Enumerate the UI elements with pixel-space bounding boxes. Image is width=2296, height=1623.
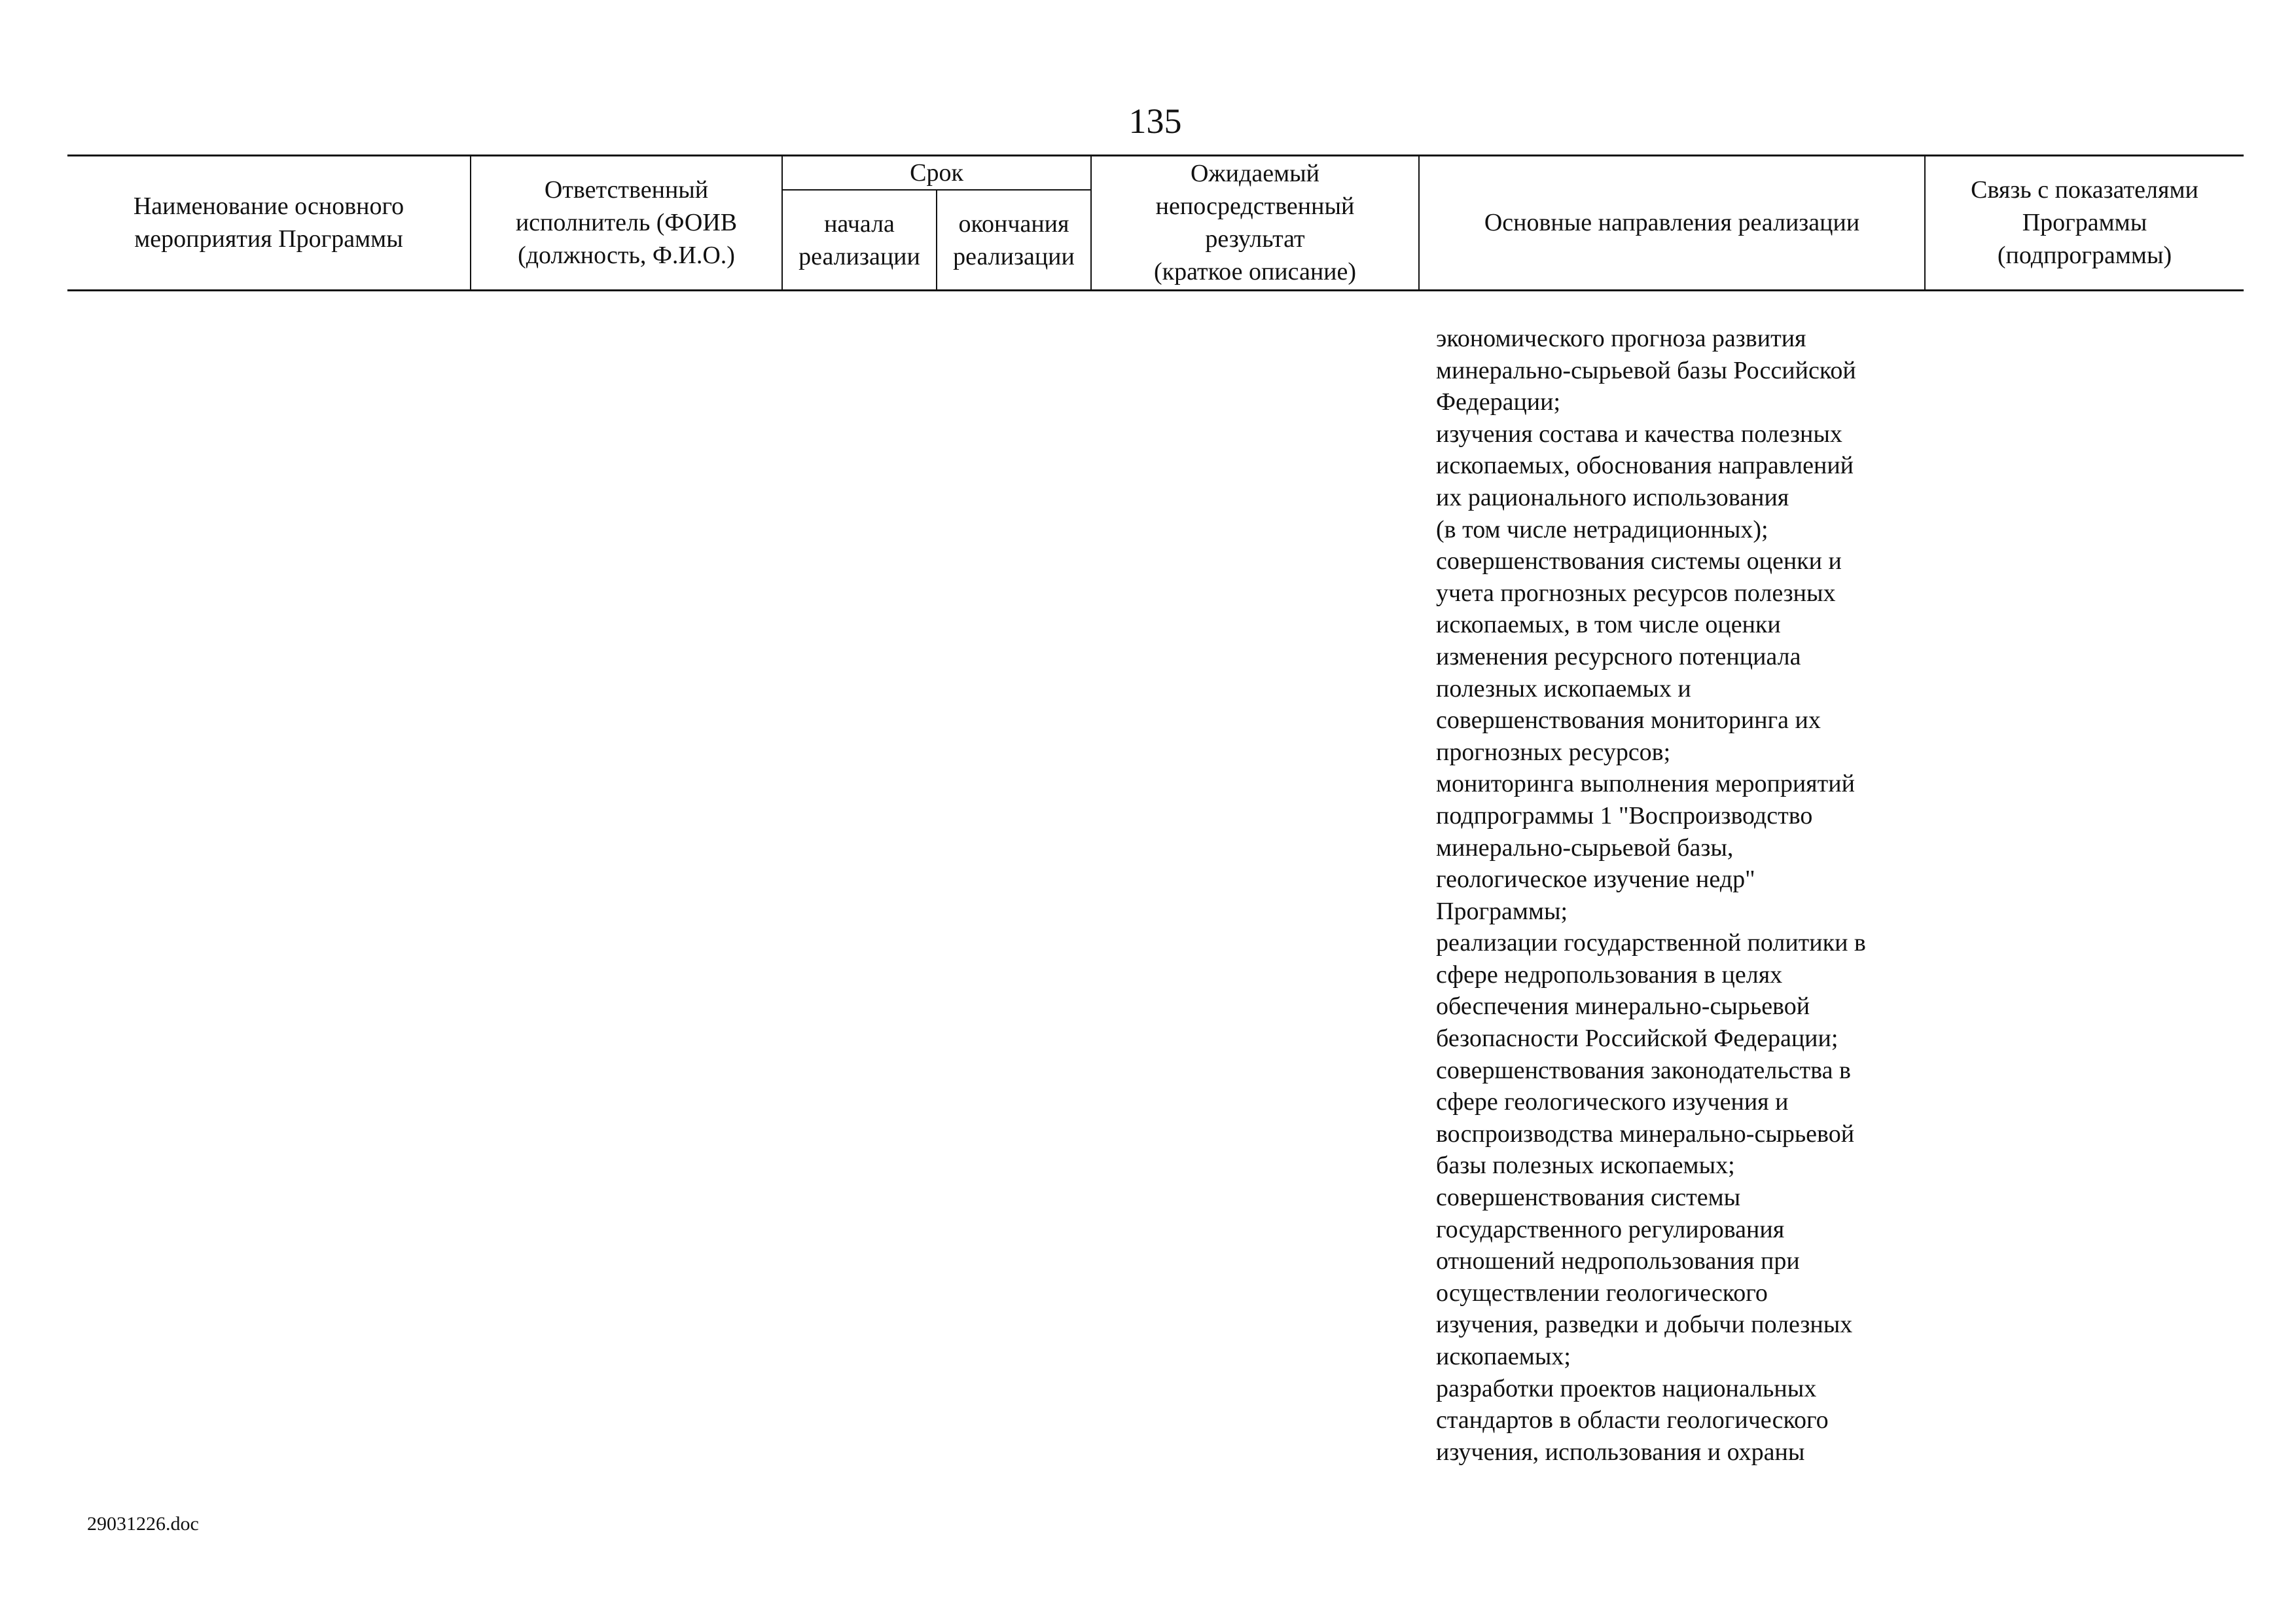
header-text-line: Срок [910, 158, 963, 187]
direction-text-line: экономического прогноза развития [1436, 325, 1806, 352]
header-text-line: Ожидаемый [1190, 160, 1319, 187]
header-responsible-executor [471, 156, 781, 289]
header-text-line: начала [824, 210, 895, 238]
direction-text-line: совершенствования системы оценки и [1436, 547, 1842, 575]
header-srok [783, 156, 1090, 189]
direction-text-line: отношений недропользования при [1436, 1247, 1800, 1275]
header-indicator-link [1926, 156, 2244, 289]
header-text-line: Основные направления реализации [1484, 209, 1860, 236]
header-main-directions [1420, 156, 1924, 289]
direction-text-line: мониторинга выполнения мероприятий [1436, 770, 1855, 798]
header-text-line: реализации [953, 242, 1075, 270]
page-number: 135 [1128, 101, 1182, 141]
direction-text-line: воспроизводства минерально-сырьевой [1436, 1120, 1855, 1148]
direction-text-line: государственного регулирования [1436, 1215, 1785, 1243]
direction-text-line: осуществлении геологического [1436, 1279, 1768, 1307]
header-text-line: мероприятия Программы [134, 225, 403, 253]
header-text-line: Связь с показателями [1971, 176, 2198, 204]
header-text-line: окончания [958, 210, 1069, 238]
direction-text-line: ископаемых, в том числе оценки [1436, 611, 1781, 639]
direction-text-line: полезных ископаемых и [1436, 674, 1691, 702]
direction-text-line: изучения состава и качества полезных [1436, 420, 1842, 448]
direction-text-line: сфере недропользования в целях [1436, 960, 1783, 989]
main-directions-text [1436, 323, 1920, 1468]
direction-text-line: Федерации; [1436, 388, 1561, 416]
direction-text-line: совершенствования мониторинга их [1436, 706, 1821, 735]
direction-text-line: учета прогнозных ресурсов полезных [1436, 579, 1836, 607]
direction-text-line: Программы; [1436, 897, 1568, 925]
header-text-line: Наименование основного [133, 192, 404, 220]
direction-text-line: изучения, разведки и добычи полезных [1436, 1311, 1853, 1339]
direction-text-line: ископаемых, обоснования направлений [1436, 452, 1854, 480]
header-text-line: (краткое описание) [1153, 258, 1357, 285]
direction-text-line: подпрограммы 1 "Воспроизводство [1436, 801, 1813, 830]
direction-text-line: минерально-сырьевой базы, [1436, 833, 1734, 862]
direction-text-line: обеспечения минерально-сырьевой [1436, 993, 1810, 1021]
direction-text-line: разработки проектов национальных [1436, 1374, 1817, 1402]
direction-text-line: изучения, использования и охраны [1436, 1438, 1805, 1466]
header-text-line: Программы [2022, 209, 2147, 236]
direction-text-line: геологическое изучение недр" [1436, 866, 1755, 894]
header-end [937, 191, 1090, 289]
direction-text-line: ископаемых; [1436, 1343, 1571, 1370]
header-text-line: Ответственный [544, 176, 709, 204]
table-header-bottom-rule [67, 289, 2244, 291]
header-text-line: (подпрограммы) [1997, 242, 2172, 269]
header-text-line: (должность, Ф.И.О.) [518, 242, 735, 269]
direction-text-line: изменения ресурсного потенциала [1436, 642, 1801, 670]
direction-text-line: совершенствования системы [1436, 1184, 1741, 1212]
header-text-line: реализации [798, 242, 920, 270]
direction-text-line: безопасности Российской Федерации; [1436, 1025, 1839, 1053]
direction-text-line: (в том числе нетрадиционных); [1436, 515, 1768, 543]
direction-text-line: прогнозных ресурсов; [1436, 738, 1671, 766]
direction-text-line: совершенствования законодательства в [1436, 1056, 1851, 1084]
header-text-line: непосредственный [1155, 192, 1355, 220]
header-expected-result [1092, 156, 1418, 289]
direction-text-line: базы полезных ископаемых; [1436, 1152, 1735, 1180]
direction-text-line: минерально-сырьевой базы Российской [1436, 356, 1856, 384]
direction-text-line: реализации государственной политики в [1436, 929, 1866, 957]
header-text-line: исполнитель (ФОИВ [515, 209, 738, 236]
header-activity-name [67, 156, 470, 289]
direction-text-line: стандартов в области геологического [1436, 1406, 1829, 1434]
direction-text-line: их рационального использования [1436, 483, 1789, 511]
direction-text-line: сфере геологического изучения и [1436, 1088, 1789, 1116]
footer-filename: 29031226.doc [87, 1513, 199, 1535]
header-text-line: результат [1205, 225, 1305, 253]
header-start [783, 191, 936, 289]
